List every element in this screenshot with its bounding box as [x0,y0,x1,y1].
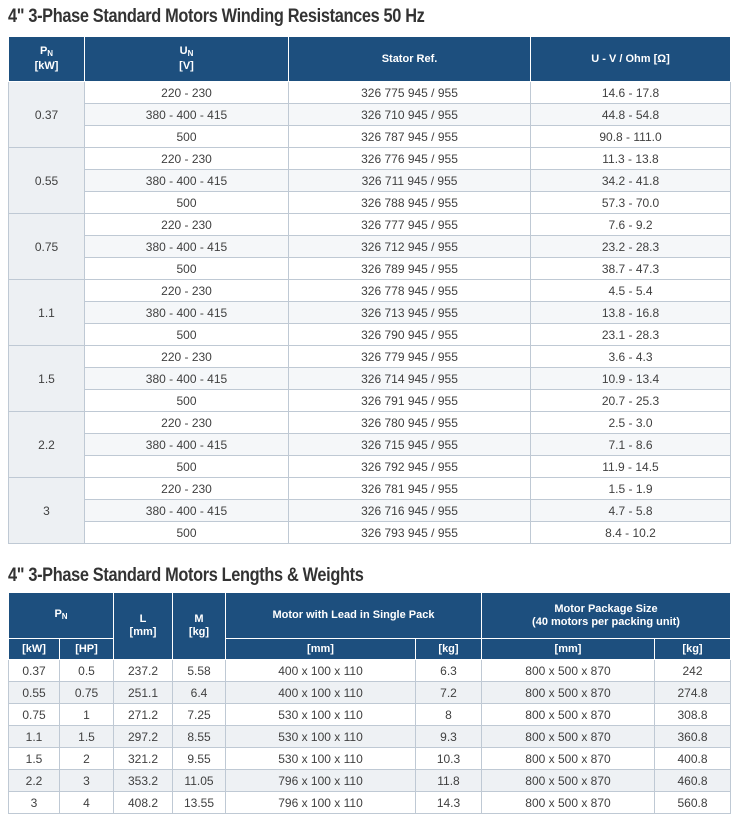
resistance-cell: 20.7 - 25.3 [531,390,731,412]
single-pack-weight-cell: 8 [416,704,482,726]
stator-cell: 326 788 945 / 955 [289,192,531,214]
table-row [9,522,731,544]
package-mm-subheader: [mm] [482,639,655,660]
lengths-weights-title: 4" 3-Phase Standard Motors Lengths & Weights [8,565,364,586]
stator-cell: 326 713 945 / 955 [289,302,531,324]
length-cell: 321.2 [114,748,173,770]
table-row [9,368,731,390]
single-pack-weight-cell: 11.8 [416,770,482,792]
table-row [9,214,731,236]
table-row [9,792,731,814]
stator-cell: 326 789 945 / 955 [289,258,531,280]
single-pack-dimensions-cell: 530 x 100 x 110 [226,726,416,748]
voltage-column-header: $U_N$ [V] [85,37,289,82]
power-cell: 1.1 [9,280,85,346]
single-pack-dimensions-cell: 400 x 100 x 110 [226,660,416,682]
voltage-cell: 220 - 230 [85,82,289,104]
stator-cell: 326 715 945 / 955 [289,434,531,456]
table-row [9,236,731,258]
voltage-cell: 380 - 400 - 415 [85,302,289,324]
voltage-cell: 500 [85,258,289,280]
single-pack-dimensions-cell: 530 x 100 x 110 [226,704,416,726]
length-cell: 408.2 [114,792,173,814]
package-dimensions-cell: 800 x 500 x 870 [482,792,655,814]
mass-cell: 5.58 [173,660,226,682]
single-pack-mm-subheader: [mm] [226,639,416,660]
package-weight-cell: 560.8 [655,792,731,814]
voltage-cell: 380 - 400 - 415 [85,500,289,522]
resistance-cell: 23.1 - 28.3 [531,324,731,346]
kw-cell: 3 [9,792,60,814]
kw-cell: 0.55 [9,682,60,704]
table-row [9,302,731,324]
resistance-cell: 38.7 - 47.3 [531,258,731,280]
length-cell: 237.2 [114,660,173,682]
package-weight-cell: 360.8 [655,726,731,748]
table-row [9,82,731,104]
table-row [9,346,731,368]
stator-column-header: Stator Ref. [289,37,531,82]
voltage-cell: 380 - 400 - 415 [85,236,289,258]
mass-cell: 6.4 [173,682,226,704]
stator-cell: 326 780 945 / 955 [289,412,531,434]
voltage-cell: 380 - 400 - 415 [85,434,289,456]
hp-cell: 0.75 [60,682,114,704]
table-row [9,148,731,170]
single-pack-weight-cell: 14.3 [416,792,482,814]
stator-cell: 326 775 945 / 955 [289,82,531,104]
stator-cell: 326 791 945 / 955 [289,390,531,412]
package-weight-cell: 400.8 [655,748,731,770]
mass-cell: 7.25 [173,704,226,726]
resistance-cell: 4.7 - 5.8 [531,500,731,522]
voltage-cell: 500 [85,192,289,214]
stator-cell: 326 716 945 / 955 [289,500,531,522]
length-cell: 353.2 [114,770,173,792]
voltage-cell: 220 - 230 [85,478,289,500]
table-row [9,748,731,770]
table-row [9,170,731,192]
single-pack-kg-subheader: [kg] [416,639,482,660]
kw-cell: 1.1 [9,726,60,748]
resistance-cell: 4.5 - 5.4 [531,280,731,302]
power-cell: 0.55 [9,148,85,214]
resistance-cell: 1.5 - 1.9 [531,478,731,500]
mass-cell: 9.55 [173,748,226,770]
package-dimensions-cell: 800 x 500 x 870 [482,770,655,792]
table-header-row [9,593,731,639]
single-pack-dimensions-cell: 400 x 100 x 110 [226,682,416,704]
stator-cell: 326 792 945 / 955 [289,456,531,478]
resistance-cell: 13.8 - 16.8 [531,302,731,324]
table-row [9,660,731,682]
voltage-cell: 220 - 230 [85,148,289,170]
power-column-header: $P_N$ [kW] [9,37,85,82]
stator-cell: 326 776 945 / 955 [289,148,531,170]
package-kg-subheader: [kg] [655,639,731,660]
power-cell: 3 [9,478,85,544]
resistance-cell: 57.3 - 70.0 [531,192,731,214]
kw-subheader: [kW] [9,639,60,660]
voltage-cell: 500 [85,126,289,148]
mass-cell: 8.55 [173,726,226,748]
stator-cell: 326 790 945 / 955 [289,324,531,346]
lengths-weights-table [8,592,731,814]
stator-cell: 326 777 945 / 955 [289,214,531,236]
table-row [9,390,731,412]
length-cell: 271.2 [114,704,173,726]
package-dimensions-cell: 800 x 500 x 870 [482,726,655,748]
winding-resistance-table [8,36,731,544]
resistance-cell: 3.6 - 4.3 [531,346,731,368]
stator-cell: 326 712 945 / 955 [289,236,531,258]
single-pack-dimensions-cell: 530 x 100 x 110 [226,748,416,770]
voltage-cell: 220 - 230 [85,412,289,434]
stator-cell: 326 710 945 / 955 [289,104,531,126]
power-column-header: $P_N$ [9,593,114,639]
single-pack-dimensions-cell: 796 x 100 x 110 [226,792,416,814]
hp-cell: 1 [60,704,114,726]
hp-cell: 2 [60,748,114,770]
length-cell: 297.2 [114,726,173,748]
table-row [9,412,731,434]
length-column-header: L [mm] [114,593,173,660]
hp-subheader: [HP] [60,639,114,660]
package-dimensions-cell: 800 x 500 x 870 [482,704,655,726]
table-row [9,280,731,302]
resistance-cell: 11.9 - 14.5 [531,456,731,478]
package-weight-cell: 308.8 [655,704,731,726]
table-row [9,500,731,522]
resistance-cell: 11.3 - 13.8 [531,148,731,170]
stator-cell: 326 793 945 / 955 [289,522,531,544]
kw-cell: 2.2 [9,770,60,792]
hp-cell: 3 [60,770,114,792]
single-pack-weight-cell: 9.3 [416,726,482,748]
hp-cell: 1.5 [60,726,114,748]
table-header-row [9,37,731,82]
resistance-column-header: U - V / Ohm [Ω] [531,37,731,82]
package-dimensions-cell: 800 x 500 x 870 [482,748,655,770]
table-row [9,258,731,280]
package-size-column-header: Motor Package Size (40 motors per packing unit) [482,593,731,639]
table-row [9,434,731,456]
stator-cell: 326 781 945 / 955 [289,478,531,500]
single-pack-weight-cell: 7.2 [416,682,482,704]
resistance-cell: 23.2 - 28.3 [531,236,731,258]
resistance-cell: 7.1 - 8.6 [531,434,731,456]
table-row [9,192,731,214]
power-cell: 1.5 [9,346,85,412]
voltage-cell: 500 [85,390,289,412]
stator-cell: 326 779 945 / 955 [289,346,531,368]
stator-cell: 326 778 945 / 955 [289,280,531,302]
kw-cell: 1.5 [9,748,60,770]
resistance-cell: 2.5 - 3.0 [531,412,731,434]
table-row [9,126,731,148]
resistance-cell: 8.4 - 10.2 [531,522,731,544]
voltage-cell: 380 - 400 - 415 [85,170,289,192]
mass-column-header: M [kg] [173,593,226,660]
voltage-cell: 500 [85,324,289,346]
package-dimensions-cell: 800 x 500 x 870 [482,660,655,682]
stator-cell: 326 714 945 / 955 [289,368,531,390]
resistance-cell: 34.2 - 41.8 [531,170,731,192]
kw-cell: 0.75 [9,704,60,726]
single-pack-column-header: Motor with Lead in Single Pack [226,593,482,639]
resistance-cell: 14.6 - 17.8 [531,82,731,104]
power-cell: 2.2 [9,412,85,478]
table-row [9,682,731,704]
power-cell: 0.75 [9,214,85,280]
resistance-cell: 10.9 - 13.4 [531,368,731,390]
voltage-cell: 220 - 230 [85,280,289,302]
package-weight-cell: 242 [655,660,731,682]
single-pack-weight-cell: 10.3 [416,748,482,770]
table-row [9,456,731,478]
length-cell: 251.1 [114,682,173,704]
voltage-cell: 500 [85,522,289,544]
table-row [9,104,731,126]
winding-resistance-title: 4" 3-Phase Standard Motors Winding Resistances 50 Hz [8,6,425,27]
voltage-cell: 220 - 230 [85,346,289,368]
stator-cell: 326 787 945 / 955 [289,126,531,148]
package-weight-cell: 274.8 [655,682,731,704]
voltage-cell: 220 - 230 [85,214,289,236]
voltage-cell: 380 - 400 - 415 [85,104,289,126]
hp-cell: 0.5 [60,660,114,682]
resistance-cell: 44.8 - 54.8 [531,104,731,126]
power-cell: 0.37 [9,82,85,148]
table-row [9,726,731,748]
mass-cell: 11.05 [173,770,226,792]
mass-cell: 13.55 [173,792,226,814]
resistance-cell: 7.6 - 9.2 [531,214,731,236]
voltage-cell: 380 - 400 - 415 [85,368,289,390]
kw-cell: 0.37 [9,660,60,682]
table-row [9,478,731,500]
single-pack-dimensions-cell: 796 x 100 x 110 [226,770,416,792]
package-weight-cell: 460.8 [655,770,731,792]
table-row [9,704,731,726]
package-dimensions-cell: 800 x 500 x 870 [482,682,655,704]
resistance-cell: 90.8 - 111.0 [531,126,731,148]
single-pack-weight-cell: 6.3 [416,660,482,682]
voltage-cell: 500 [85,456,289,478]
table-row [9,770,731,792]
hp-cell: 4 [60,792,114,814]
stator-cell: 326 711 945 / 955 [289,170,531,192]
table-row [9,324,731,346]
